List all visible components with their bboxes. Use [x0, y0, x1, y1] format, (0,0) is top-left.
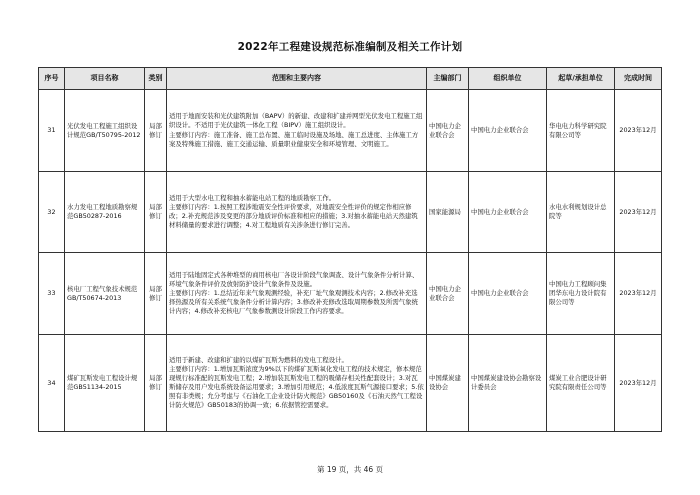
header-org: 组织单位	[469, 68, 547, 90]
header-dept: 主编部门	[427, 68, 469, 90]
row-due: 2023年12月	[615, 253, 662, 335]
row-no: 34	[39, 335, 65, 432]
page-title: 2022年工程建设规范标准编制及相关工作计划	[237, 41, 463, 53]
row-no: 33	[39, 253, 65, 335]
header-no: 序号	[39, 68, 65, 90]
table-header-row	[39, 68, 662, 90]
plan-table	[38, 67, 662, 432]
row-no: 31	[39, 90, 65, 172]
scope-applicability: 适用于陆地固定式各种堆型的商用核电厂各设计阶段气象调查、设计气象条件分析计算、环境气象条件评价及放射防护设计气象条件及设施。	[169, 270, 419, 288]
scope-revision: 主要修订内容：施工准备、施工总布置、施工临时设施及场地、施工总进度、主体施工方案及特殊施工措施、施工交通运输、质量职业健康安全和环境管理、文明施工。	[169, 130, 419, 148]
row-no: 32	[39, 172, 65, 253]
page-footer: 第 19 页，共 46 页	[316, 465, 384, 474]
scope-revision: 主要修订内容：1.总结近年来气象观测经验，补充厂址气象观测技术内容；2.修改补充选择热源及所有关系统气象条件分析计算内容；3.修改补充修改选取周期参数及所需气象统计内容；4.修改补充核电厂气象参数测设计阶段工作内容要求。	[169, 288, 418, 316]
row-scope	[167, 253, 427, 335]
scope-revision: 主要修订内容：1.按照工程涉地震安全性评价要求，对地震安全性评价的规定作相应修改；2.补充规范涉及变更的部分地质评价标准和相应的措施；3.对抽水蓄能电站天然建筑材料储量的要求进行调整；4.对工程地质有关涉条进行修订完善。	[169, 202, 418, 230]
scope-applicability: 适用于大型水电工程和抽水蓄能电站工程的地质勘察工作。	[169, 193, 336, 202]
row-due: 2023年12月	[615, 335, 662, 432]
header-due: 完成时间	[615, 68, 662, 90]
row-org: 中国电力企业联合会	[469, 90, 547, 172]
row-due: 2023年12月	[615, 90, 662, 172]
row-org: 中国电力企业联合会	[469, 172, 547, 253]
row-sponsor: 中国电力工程顾问集团华东电力设计院有限公司等	[547, 253, 615, 335]
row-type: 局部修订	[145, 90, 167, 172]
row-scope	[167, 90, 427, 172]
row-due: 2023年12月	[615, 172, 662, 253]
row-type: 局部修订	[145, 335, 167, 432]
scope-revision: 主要修订内容：1.增加瓦斯浓度为9%以下的煤矿瓦斯氧化发电工程的技术规定，修本规范现规行标准配的瓦斯发电工程；2.增加装瓦斯发电工程的吸储存相关性配套设计；3.对瓦斯储存及用户发电系统设备运用要求；3.增加引用规范；4.低浓度瓦斯气源接口要求；5.依照有非类规；允分考虑与《石油化工企业设计防火规范》GB50160及《石油天然气工程设计防火规范》GB50183的协调一致；6.依据管控需要求。	[169, 364, 424, 410]
table-row	[39, 172, 662, 253]
row-scope	[167, 335, 427, 432]
row-sponsor: 水电水利规划设计总院等	[547, 172, 615, 253]
row-project-name: 光伏发电工程施工组织设计规范GB/T50795-2012	[65, 90, 145, 172]
header-sponsor: 起草/承担单位	[547, 68, 615, 90]
row-dept: 中国电力企业联合会	[427, 253, 469, 335]
header-name: 项目名称	[65, 68, 145, 90]
table-row	[39, 90, 662, 172]
row-org: 中国电力企业联合会	[469, 253, 547, 335]
row-org: 中国煤炭建设协会勘察设计委员会	[469, 335, 547, 432]
row-scope	[167, 172, 427, 253]
row-sponsor: 煤炭工业合肥设计研究院有限责任公司等	[547, 335, 615, 432]
row-project-name: 核电厂工程气象技术规范GB/T50674-2013	[65, 253, 145, 335]
row-dept: 中国电力企业联合会	[427, 90, 469, 172]
row-type: 局部修订	[145, 253, 167, 335]
scope-applicability: 适用于新建、改建和扩建的以煤矿瓦斯为燃料的发电工程设计。	[169, 355, 348, 364]
row-dept: 中国煤炭建设协会	[427, 335, 469, 432]
row-project-name: 煤矿瓦斯发电工程设计规范GB51134-2015	[65, 335, 145, 432]
row-type: 局部修订	[145, 172, 167, 253]
table-row	[39, 335, 662, 432]
row-dept: 国家能源局	[427, 172, 469, 253]
row-sponsor: 华电电力科学研究院有限公司等	[547, 90, 615, 172]
scope-applicability: 适用于地面安装和光伏建筑附加（BAPV）的新建、改建和扩建并网型光伏发电工程施工组织设计。不适用于光伏建筑一体化工程（BIPV）施工组织设计。	[169, 112, 423, 130]
header-scope: 范围和主要内容	[167, 68, 427, 90]
row-project-name: 水力发电工程地质勘察规范GB50287-2016	[65, 172, 145, 253]
table-row	[39, 253, 662, 335]
header-type: 类别	[145, 68, 167, 90]
